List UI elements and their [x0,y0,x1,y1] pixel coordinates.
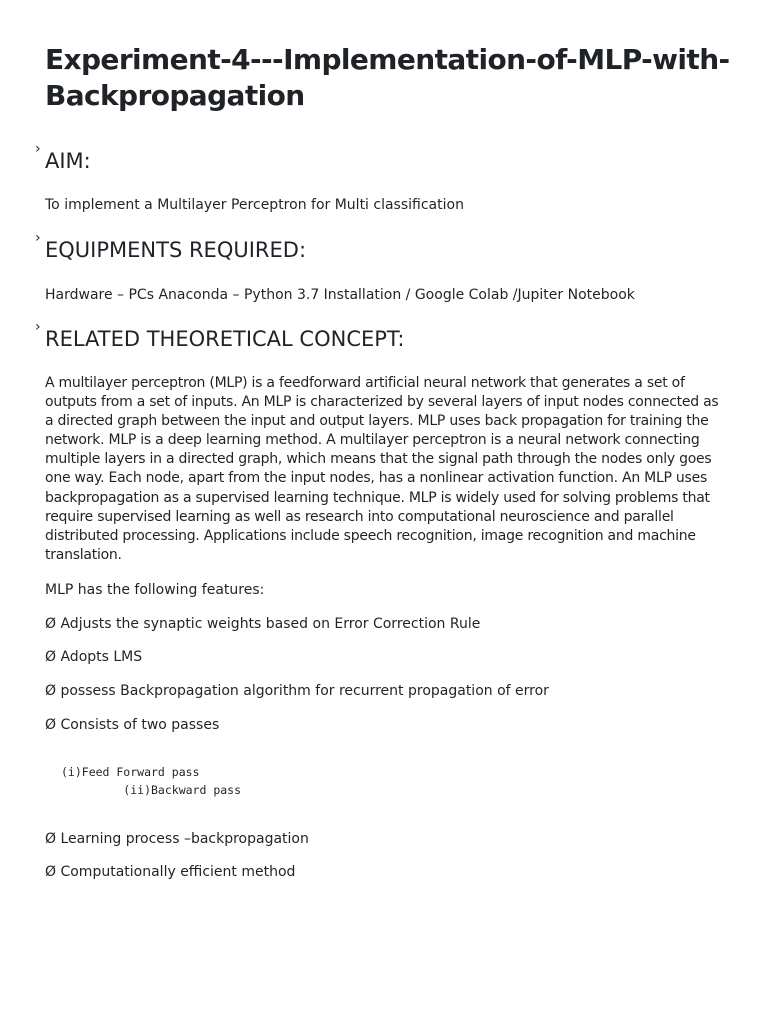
feature-item: Ø Computationally efficient method [45,864,296,880]
feature-item: Ø Adjusts the synaptic weights based on Error Correction Rule [45,616,481,632]
chevron-right-icon[interactable]: › [35,141,41,157]
paragraph-line: multiple layers in a directed graph, which means that the signal path through the nodes only goes [45,451,712,468]
heading-aim-label: AIM: [45,149,91,173]
theory-paragraph [45,374,735,565]
paragraph-line: distributed processing. Applications include speech recognition, image recognition and machine [45,527,696,544]
equipments-text: Hardware – PCs Anaconda – Python 3.7 Installation / Google Colab /Jupiter Notebook [45,287,635,303]
paragraph-line: translation. [45,546,122,563]
heading-equipments-label: EQUIPMENTS REQUIRED: [45,238,307,262]
feature-item: Ø Consists of two passes [45,717,220,733]
code-line: (ii)Backward pass [61,783,242,797]
heading-aim[interactable] [35,141,91,174]
paragraph-line: A multilayer perceptron (MLP) is a feedforward artificial neural network that generates a set of [45,375,685,391]
paragraph-line: backpropagation as a supervised learning technique. MLP is widely used for solving problems that [45,489,710,506]
heading-theory-label: RELATED THEORETICAL CONCEPT: [45,327,405,351]
page-title: Experiment-4---Implementation-of-MLP-with-Backpropagation [45,43,730,112]
code-line: (i)Feed Forward pass [61,765,200,779]
feature-item: Ø Learning process –backpropagation [45,831,309,847]
code-block [61,763,241,799]
features-intro: MLP has the following features: [45,582,265,598]
paragraph-line: outputs from a set of inputs. An MLP is characterized by several layers of input nodes connected as [45,394,719,411]
paragraph-line: a directed graph between the input and output layers. MLP uses back propagation for training the [45,413,709,430]
paragraph-line: one way. Each node, apart from the input nodes, has a nonlinear activation function. An MLP uses [45,470,708,487]
heading-theory[interactable] [35,319,405,352]
heading-equipments[interactable] [35,230,307,263]
feature-item: Ø possess Backpropagation algorithm for recurrent propagation of error [45,683,549,699]
chevron-right-icon[interactable]: › [35,230,41,246]
chevron-right-icon[interactable]: › [35,319,41,335]
paragraph-line: require supervised learning as well as research into computational neuroscience and parallel [45,508,674,525]
aim-text: To implement a Multilayer Perceptron for Multi classification [45,197,464,213]
feature-item: Ø Adopts LMS [45,649,143,665]
paragraph-line: network. MLP is a deep learning method. A multilayer perceptron is a neural network connecting [45,432,700,449]
